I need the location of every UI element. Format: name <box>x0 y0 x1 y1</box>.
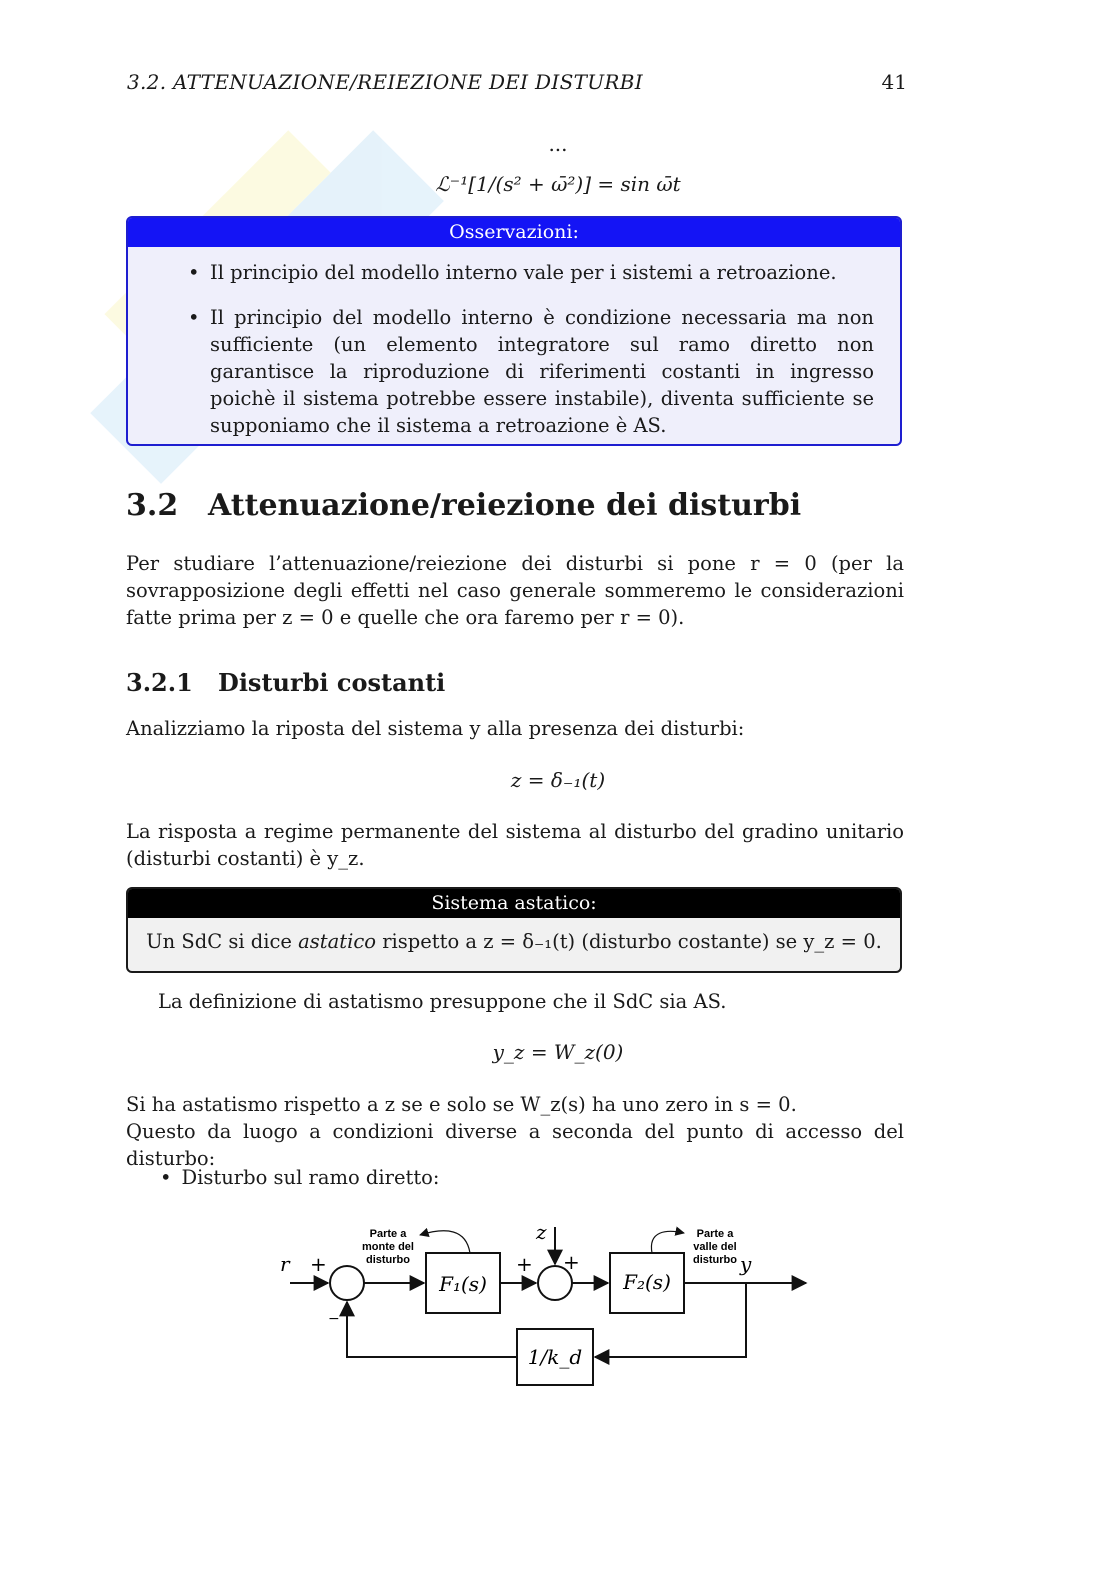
upstream-label-2: monte del <box>362 1241 414 1253</box>
astatism-paragraph-2: Questo da luogo a condizioni diverse a seconda del punto di accesso del disturbo: <box>126 1120 904 1170</box>
astatism-paragraph-1: Si ha astatismo rispetto a z se e solo se W_z(s) ha uno zero in s = 0. <box>126 1093 797 1116</box>
output-label: y <box>740 1252 752 1276</box>
upstream-label-1: Parte a <box>369 1228 407 1240</box>
downstream-label-2: valle del <box>693 1241 737 1253</box>
observations-box <box>126 216 902 446</box>
observations-list <box>128 259 900 439</box>
downstream-label-3: disturbo <box>693 1254 737 1266</box>
section-number: 3.2 <box>126 488 179 523</box>
upstream-arrow <box>420 1231 470 1253</box>
definition-note: La definizione di astatismo presuppone che il SdC sia AS. <box>158 990 727 1013</box>
response-paragraph: La risposta a regime permanente del sistema al disturbo del gradino unitario (disturbi costanti) è y_z. <box>126 820 904 870</box>
sum2-plus-left: + <box>516 1252 533 1276</box>
downstream-label-1: Parte a <box>696 1228 734 1240</box>
sum2-plus-top: + <box>563 1250 580 1274</box>
section-heading <box>126 488 801 523</box>
running-title: 3.2. ATTENUAZIONE/REIEZIONE DEI DISTURBI <box>127 70 643 94</box>
block-feedback-label: 1/k_d <box>527 1345 583 1369</box>
definition-body <box>128 918 900 953</box>
yz-equation: y_z = W_z(0) <box>492 1040 624 1064</box>
running-header <box>127 70 907 94</box>
observation-item: • Il principio del modello interno è condizione necessaria ma non sufficiente (un elemento integratore sul ramo diretto non garantisce la riproduzione di riferimenti costanti in ingresso poichè il sistema potrebbe essere instabile), diventa sufficiente se supponiamo che il sistema a retroazione è AS. <box>210 304 874 439</box>
step-equation: z = δ₋₁(t) <box>510 768 606 792</box>
definition-box <box>126 887 902 973</box>
subsection-heading <box>126 668 445 697</box>
page-number: 41 <box>881 70 907 94</box>
intro-paragraph: Per studiare l’attenuazione/reiezione dei disturbi si pone r = 0 (per la sovrapposizione degli effetti nel caso generale sommeremo le considerazioni fatte prima per z = 0 e quelle che ora faremo per r = 0). <box>126 552 904 629</box>
definition-term: astatico <box>298 930 376 953</box>
section-title: Attenuazione/reiezione dei disturbi <box>208 488 802 523</box>
definition-title: Sistema astatico: <box>128 889 900 918</box>
definition-pre: Un SdC si dice <box>146 930 299 953</box>
subsection-number: 3.2.1 <box>126 668 193 697</box>
observation-item: • Il principio del modello interno vale per i sistemi a retroazione. <box>210 259 874 286</box>
upstream-label-3: disturbo <box>366 1254 410 1266</box>
subsection-title: Disturbi costanti <box>218 668 446 697</box>
block-f1-label: F₁(s) <box>439 1272 487 1296</box>
bullet-direct-branch: • Disturbo sul ramo diretto: <box>160 1166 439 1189</box>
sum1-minus: − <box>328 1311 340 1327</box>
block-diagram <box>270 1215 830 1395</box>
laplace-equation: ℒ⁻¹[1/(s² + ω̄²)] = sin ω̄t <box>435 172 681 196</box>
downstream-arrow <box>651 1231 684 1253</box>
ellipsis: ... <box>548 132 568 156</box>
sum1-plus: + <box>310 1252 327 1276</box>
block-f2-label: F₂(s) <box>623 1270 671 1294</box>
analysis-paragraph: Analizziamo la riposta del sistema y alla presenza dei disturbi: <box>126 717 745 740</box>
observations-title: Osservazioni: <box>128 218 900 247</box>
summing-junction-1 <box>330 1266 364 1300</box>
definition-post: rispetto a z = δ₋₁(t) (disturbo costante) se y_z = 0. <box>376 930 882 953</box>
input-label: r <box>280 1252 290 1276</box>
disturbance-label: z <box>536 1220 547 1244</box>
